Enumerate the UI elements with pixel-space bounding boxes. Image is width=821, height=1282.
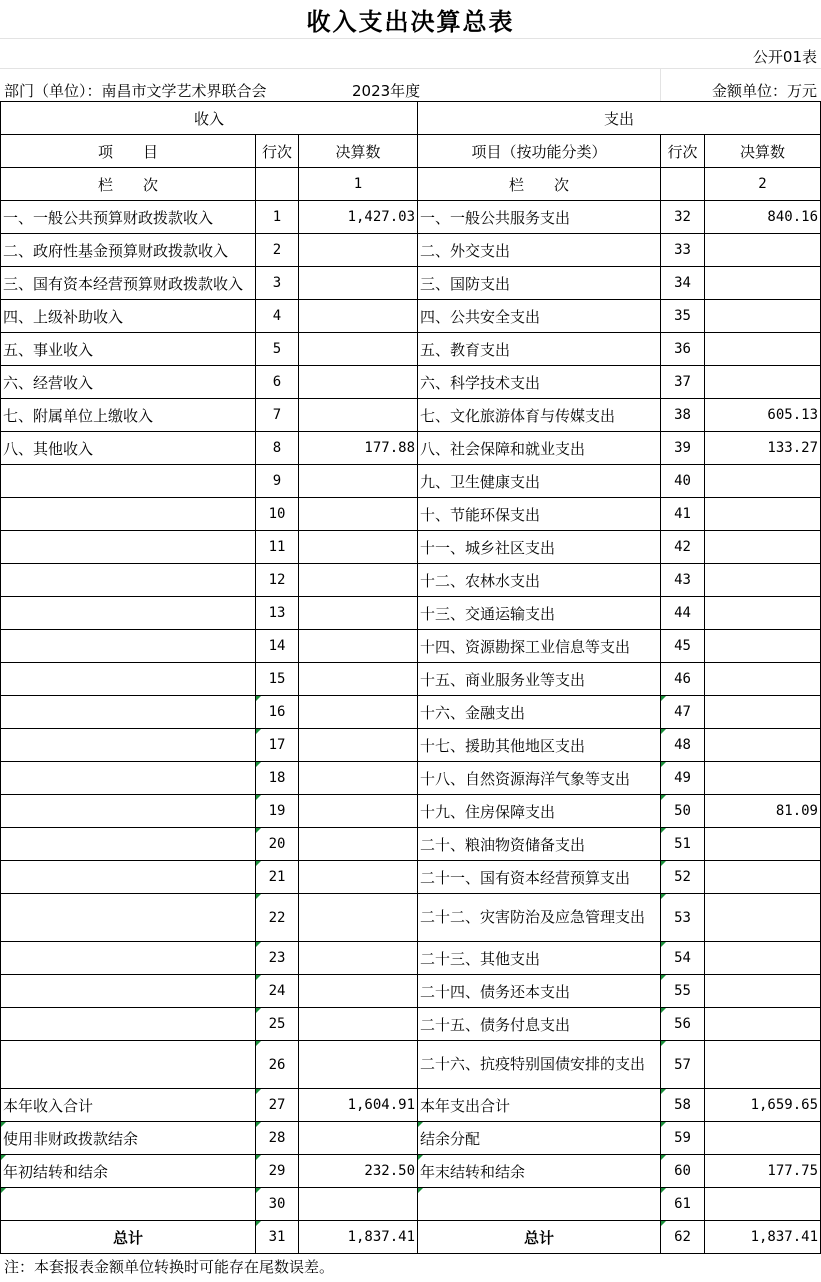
income-amount bbox=[299, 975, 418, 1008]
expense-item: 十五、商业服务业等支出 bbox=[418, 663, 661, 696]
expense-item: 本年支出合计 bbox=[418, 1089, 661, 1122]
income-amount bbox=[299, 267, 418, 300]
income-amount bbox=[299, 630, 418, 663]
income-row-no: 18 bbox=[256, 762, 299, 795]
expense-row-no: 48 bbox=[661, 729, 705, 762]
income-rowno-header: 行次 bbox=[256, 135, 299, 168]
income-header: 收入 bbox=[1, 102, 418, 135]
expense-row-no: 38 bbox=[661, 399, 705, 432]
income-item: 年初结转和结余 bbox=[1, 1155, 256, 1188]
expense-amount bbox=[705, 597, 821, 630]
sheet-gridline bbox=[0, 38, 821, 39]
amount-unit: 金额单位：万元 bbox=[711, 82, 817, 100]
expense-row-no: 40 bbox=[661, 465, 705, 498]
table-row bbox=[1, 729, 821, 762]
income-amount bbox=[299, 828, 418, 861]
expense-amount-header: 决算数 bbox=[705, 135, 821, 168]
income-item: 二、政府性基金预算财政拨款收入 bbox=[1, 234, 256, 267]
income-row-no: 27 bbox=[256, 1089, 299, 1122]
income-row-no: 9 bbox=[256, 465, 299, 498]
income-amount bbox=[299, 333, 418, 366]
income-amount bbox=[299, 696, 418, 729]
expense-amount bbox=[705, 498, 821, 531]
expense-row-no: 41 bbox=[661, 498, 705, 531]
table-row bbox=[1, 894, 821, 942]
column-header-row bbox=[1, 135, 821, 168]
income-amount bbox=[299, 597, 418, 630]
expense-total-label: 总计 bbox=[418, 1221, 661, 1254]
income-amount: 1,427.03 bbox=[299, 201, 418, 234]
income-amount bbox=[299, 1188, 418, 1221]
expense-item: 十四、资源勘探工业信息等支出 bbox=[418, 630, 661, 663]
table-row bbox=[1, 942, 821, 975]
expense-amount bbox=[705, 1008, 821, 1041]
summary-row bbox=[1, 1155, 821, 1188]
expense-row-no: 37 bbox=[661, 366, 705, 399]
income-item: 四、上级补助收入 bbox=[1, 300, 256, 333]
income-amount bbox=[299, 663, 418, 696]
income-amount bbox=[299, 1122, 418, 1155]
income-row-no: 24 bbox=[256, 975, 299, 1008]
income-item bbox=[1, 861, 256, 894]
income-item bbox=[1, 564, 256, 597]
table-row bbox=[1, 795, 821, 828]
form-number: 公开01表 bbox=[752, 48, 817, 66]
expense-item: 年末结转和结余 bbox=[418, 1155, 661, 1188]
income-row-no: 25 bbox=[256, 1008, 299, 1041]
expense-row-no: 52 bbox=[661, 861, 705, 894]
expense-item: 二十一、国有资本经营预算支出 bbox=[418, 861, 661, 894]
expense-item: 七、文化旅游体育与传媒支出 bbox=[418, 399, 661, 432]
expense-row-no: 45 bbox=[661, 630, 705, 663]
expense-amount bbox=[705, 1041, 821, 1089]
income-row-no: 14 bbox=[256, 630, 299, 663]
sheet-gridline bbox=[0, 68, 821, 69]
expense-row-no: 44 bbox=[661, 597, 705, 630]
income-item bbox=[1, 975, 256, 1008]
income-item: 八、其他收入 bbox=[1, 432, 256, 465]
table-row bbox=[1, 762, 821, 795]
income-item bbox=[1, 894, 256, 942]
income-row-no: 6 bbox=[256, 366, 299, 399]
expense-amount bbox=[705, 762, 821, 795]
income-item-header: 项 目 bbox=[1, 135, 256, 168]
table-row bbox=[1, 975, 821, 1008]
table-row bbox=[1, 333, 821, 366]
expense-row-no: 59 bbox=[661, 1122, 705, 1155]
expense-amount bbox=[705, 267, 821, 300]
column-label: 栏 次 bbox=[1, 168, 256, 201]
table-row bbox=[1, 432, 821, 465]
income-item: 一、一般公共预算财政拨款收入 bbox=[1, 201, 256, 234]
expense-amount bbox=[705, 300, 821, 333]
income-row-no: 11 bbox=[256, 531, 299, 564]
income-item bbox=[1, 828, 256, 861]
table-row bbox=[1, 597, 821, 630]
expense-item bbox=[418, 1188, 661, 1221]
income-item bbox=[1, 498, 256, 531]
income-amount bbox=[299, 1041, 418, 1089]
income-item bbox=[1, 465, 256, 498]
expense-row-no: 55 bbox=[661, 975, 705, 1008]
total-row bbox=[1, 1221, 821, 1254]
column-index-2: 2 bbox=[705, 168, 821, 201]
expense-item: 二十五、债务付息支出 bbox=[418, 1008, 661, 1041]
expense-amount: 81.09 bbox=[705, 795, 821, 828]
section-header-row bbox=[1, 102, 821, 135]
column-index-1: 1 bbox=[299, 168, 418, 201]
expense-row-no: 56 bbox=[661, 1008, 705, 1041]
income-amount bbox=[299, 465, 418, 498]
income-amount: 177.88 bbox=[299, 432, 418, 465]
expense-amount bbox=[705, 696, 821, 729]
footnote: 注：本套报表金额单位转换时可能存在尾数误差。 bbox=[4, 1258, 335, 1276]
income-row-no: 13 bbox=[256, 597, 299, 630]
income-row-no: 31 bbox=[256, 1221, 299, 1254]
income-row-no: 23 bbox=[256, 942, 299, 975]
expense-amount bbox=[705, 975, 821, 1008]
income-amount bbox=[299, 300, 418, 333]
empty-cell bbox=[256, 168, 299, 201]
expense-item: 二十六、抗疫特别国债安排的支出 bbox=[418, 1041, 661, 1089]
income-amount bbox=[299, 234, 418, 267]
expense-row-no: 50 bbox=[661, 795, 705, 828]
income-item: 七、附属单位上缴收入 bbox=[1, 399, 256, 432]
income-total-label: 总计 bbox=[1, 1221, 256, 1254]
column-label: 栏 次 bbox=[418, 168, 661, 201]
income-row-no: 12 bbox=[256, 564, 299, 597]
table-row bbox=[1, 300, 821, 333]
income-amount bbox=[299, 399, 418, 432]
table-row bbox=[1, 234, 821, 267]
income-item bbox=[1, 630, 256, 663]
income-row-no: 21 bbox=[256, 861, 299, 894]
expense-item: 九、卫生健康支出 bbox=[418, 465, 661, 498]
income-row-no: 5 bbox=[256, 333, 299, 366]
income-amount bbox=[299, 894, 418, 942]
income-amount bbox=[299, 564, 418, 597]
expense-item: 十九、住房保障支出 bbox=[418, 795, 661, 828]
table-row bbox=[1, 498, 821, 531]
income-amount-header: 决算数 bbox=[299, 135, 418, 168]
expense-row-no: 39 bbox=[661, 432, 705, 465]
income-row-no: 15 bbox=[256, 663, 299, 696]
table-row bbox=[1, 663, 821, 696]
income-row-no: 4 bbox=[256, 300, 299, 333]
income-item bbox=[1, 795, 256, 828]
income-row-no: 19 bbox=[256, 795, 299, 828]
table-row bbox=[1, 828, 821, 861]
expense-item: 十、节能环保支出 bbox=[418, 498, 661, 531]
income-amount: 232.50 bbox=[299, 1155, 418, 1188]
expense-amount bbox=[705, 366, 821, 399]
income-amount: 1,604.91 bbox=[299, 1089, 418, 1122]
expense-item: 八、社会保障和就业支出 bbox=[418, 432, 661, 465]
expense-amount bbox=[705, 531, 821, 564]
income-row-no: 20 bbox=[256, 828, 299, 861]
expense-item: 六、科学技术支出 bbox=[418, 366, 661, 399]
expense-item: 三、国防支出 bbox=[418, 267, 661, 300]
expense-row-no: 35 bbox=[661, 300, 705, 333]
expense-amount bbox=[705, 663, 821, 696]
expense-amount bbox=[705, 1188, 821, 1221]
expense-row-no: 46 bbox=[661, 663, 705, 696]
expense-amount: 177.75 bbox=[705, 1155, 821, 1188]
income-item bbox=[1, 762, 256, 795]
expense-item: 结余分配 bbox=[418, 1122, 661, 1155]
income-item: 五、事业收入 bbox=[1, 333, 256, 366]
income-amount bbox=[299, 531, 418, 564]
expense-item: 十二、农林水支出 bbox=[418, 564, 661, 597]
income-row-no: 29 bbox=[256, 1155, 299, 1188]
income-row-no: 2 bbox=[256, 234, 299, 267]
expense-item: 二十二、灾害防治及应急管理支出 bbox=[418, 894, 661, 942]
expense-item: 十八、自然资源海洋气象等支出 bbox=[418, 762, 661, 795]
expense-rowno-header: 行次 bbox=[661, 135, 705, 168]
expense-row-no: 58 bbox=[661, 1089, 705, 1122]
income-amount bbox=[299, 498, 418, 531]
income-row-no: 8 bbox=[256, 432, 299, 465]
table-row bbox=[1, 564, 821, 597]
expense-row-no: 61 bbox=[661, 1188, 705, 1221]
expense-item: 二十四、债务还本支出 bbox=[418, 975, 661, 1008]
income-amount bbox=[299, 861, 418, 894]
income-amount bbox=[299, 729, 418, 762]
column-index-row bbox=[1, 168, 821, 201]
expense-row-no: 62 bbox=[661, 1221, 705, 1254]
income-amount bbox=[299, 795, 418, 828]
table-row bbox=[1, 696, 821, 729]
income-amount bbox=[299, 942, 418, 975]
expense-row-no: 42 bbox=[661, 531, 705, 564]
income-row-no: 22 bbox=[256, 894, 299, 942]
expense-row-no: 34 bbox=[661, 267, 705, 300]
income-item: 六、经营收入 bbox=[1, 366, 256, 399]
expense-amount bbox=[705, 861, 821, 894]
expense-amount bbox=[705, 465, 821, 498]
expense-amount bbox=[705, 729, 821, 762]
income-row-no: 1 bbox=[256, 201, 299, 234]
expense-row-no: 53 bbox=[661, 894, 705, 942]
expense-row-no: 36 bbox=[661, 333, 705, 366]
income-row-no: 17 bbox=[256, 729, 299, 762]
expense-item-header: 项目（按功能分类） bbox=[418, 135, 661, 168]
summary-row bbox=[1, 1089, 821, 1122]
table-row bbox=[1, 399, 821, 432]
income-item bbox=[1, 531, 256, 564]
table-row bbox=[1, 861, 821, 894]
income-item bbox=[1, 696, 256, 729]
income-item bbox=[1, 663, 256, 696]
expense-item: 十三、交通运输支出 bbox=[418, 597, 661, 630]
expense-row-no: 51 bbox=[661, 828, 705, 861]
expense-row-no: 57 bbox=[661, 1041, 705, 1089]
income-item bbox=[1, 1188, 256, 1221]
expense-amount bbox=[705, 828, 821, 861]
income-item bbox=[1, 729, 256, 762]
expense-row-no: 54 bbox=[661, 942, 705, 975]
expense-amount bbox=[705, 630, 821, 663]
expense-amount: 840.16 bbox=[705, 201, 821, 234]
income-row-no: 28 bbox=[256, 1122, 299, 1155]
expense-item: 二十、粮油物资储备支出 bbox=[418, 828, 661, 861]
income-item bbox=[1, 1008, 256, 1041]
table-row bbox=[1, 1008, 821, 1041]
income-amount bbox=[299, 366, 418, 399]
expense-amount bbox=[705, 333, 821, 366]
income-item: 使用非财政拨款结余 bbox=[1, 1122, 256, 1155]
table-row bbox=[1, 531, 821, 564]
expense-row-no: 60 bbox=[661, 1155, 705, 1188]
expense-amount: 605.13 bbox=[705, 399, 821, 432]
expense-amount bbox=[705, 894, 821, 942]
expense-item: 十六、金融支出 bbox=[418, 696, 661, 729]
income-total-amount: 1,837.41 bbox=[299, 1221, 418, 1254]
summary-row bbox=[1, 1122, 821, 1155]
income-row-no: 3 bbox=[256, 267, 299, 300]
income-item bbox=[1, 942, 256, 975]
expense-item: 五、教育支出 bbox=[418, 333, 661, 366]
table-row bbox=[1, 366, 821, 399]
income-row-no: 30 bbox=[256, 1188, 299, 1221]
income-row-no: 7 bbox=[256, 399, 299, 432]
income-row-no: 26 bbox=[256, 1041, 299, 1089]
empty-cell bbox=[661, 168, 705, 201]
expense-amount bbox=[705, 564, 821, 597]
summary-row bbox=[1, 1188, 821, 1221]
table-row bbox=[1, 201, 821, 234]
department-label: 部门（单位）：南昌市文学艺术界联合会 bbox=[4, 82, 267, 100]
fiscal-year: 2023年度 bbox=[352, 82, 421, 100]
expense-header: 支出 bbox=[418, 102, 821, 135]
table-row bbox=[1, 267, 821, 300]
income-row-no: 16 bbox=[256, 696, 299, 729]
income-item bbox=[1, 597, 256, 630]
expense-item: 十七、援助其他地区支出 bbox=[418, 729, 661, 762]
table-row bbox=[1, 1041, 821, 1089]
expense-item: 二、外交支出 bbox=[418, 234, 661, 267]
income-item bbox=[1, 1041, 256, 1089]
expense-total-amount: 1,837.41 bbox=[705, 1221, 821, 1254]
expense-amount: 133.27 bbox=[705, 432, 821, 465]
income-amount bbox=[299, 762, 418, 795]
income-expense-table bbox=[0, 101, 821, 1254]
sheet-gridline bbox=[660, 68, 661, 101]
expense-row-no: 32 bbox=[661, 201, 705, 234]
expense-item: 十一、城乡社区支出 bbox=[418, 531, 661, 564]
expense-amount bbox=[705, 942, 821, 975]
report-title: 收入支出决算总表 bbox=[306, 7, 515, 36]
expense-item: 四、公共安全支出 bbox=[418, 300, 661, 333]
expense-item: 二十三、其他支出 bbox=[418, 942, 661, 975]
income-item: 三、国有资本经营预算财政拨款收入 bbox=[1, 267, 256, 300]
expense-amount bbox=[705, 1122, 821, 1155]
income-row-no: 10 bbox=[256, 498, 299, 531]
expense-row-no: 49 bbox=[661, 762, 705, 795]
table-row bbox=[1, 465, 821, 498]
expense-amount: 1,659.65 bbox=[705, 1089, 821, 1122]
expense-item: 一、一般公共服务支出 bbox=[418, 201, 661, 234]
expense-row-no: 43 bbox=[661, 564, 705, 597]
expense-row-no: 33 bbox=[661, 234, 705, 267]
income-item: 本年收入合计 bbox=[1, 1089, 256, 1122]
table-row bbox=[1, 630, 821, 663]
expense-row-no: 47 bbox=[661, 696, 705, 729]
expense-amount bbox=[705, 234, 821, 267]
income-amount bbox=[299, 1008, 418, 1041]
